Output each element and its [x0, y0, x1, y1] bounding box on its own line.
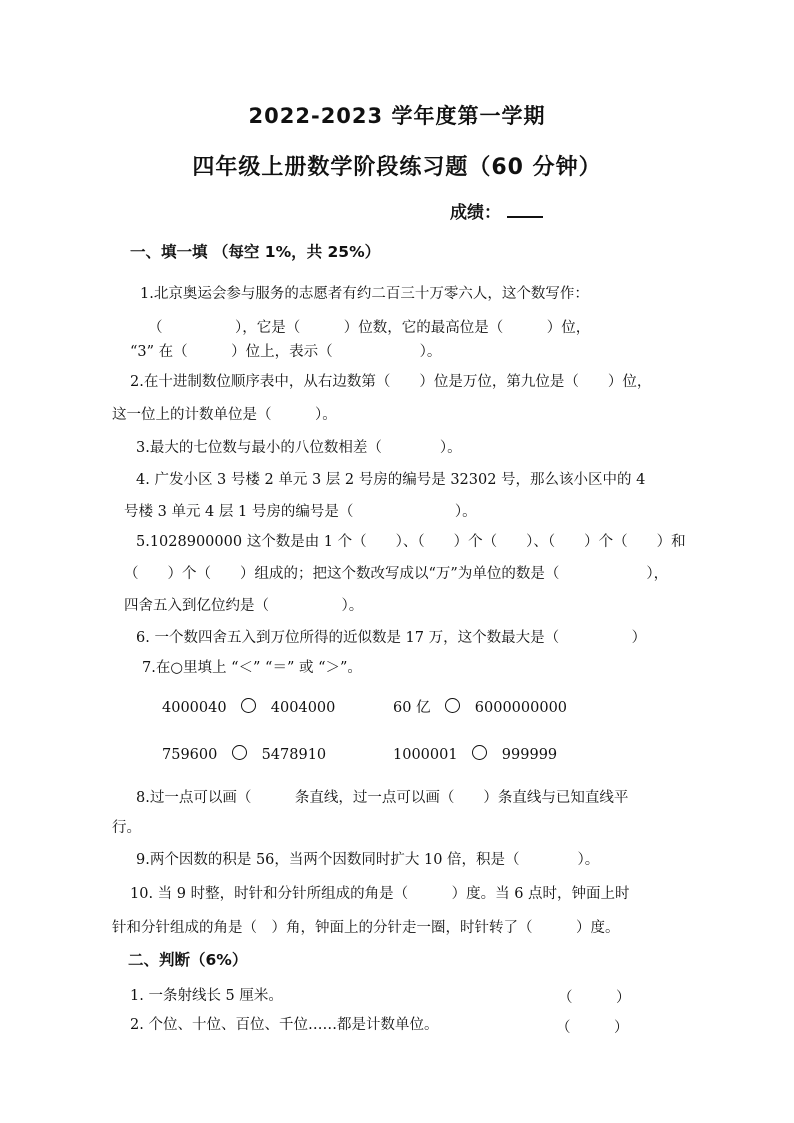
- compare-circle-icon[interactable]: [445, 698, 460, 713]
- compare-left: 60 亿: [393, 700, 431, 716]
- question-line: 这一位上的计数单位是（ ）。: [112, 407, 337, 423]
- page-title: 2022-2023 学年度第一学期: [248, 104, 546, 128]
- question-line: 3.最大的七位数与最小的八位数相差（ ）。: [136, 440, 462, 456]
- compare-item: [162, 745, 326, 765]
- judge-answer-paren[interactable]: （ ）: [558, 990, 631, 1006]
- compare-item: [162, 698, 335, 718]
- question-line: 7.在○里填上 “＜” “＝” 或 “＞”。: [142, 660, 362, 676]
- question-line: 1.北京奥运会参与服务的志愿者有约二百三十万零六人，这个数写作：: [140, 286, 589, 302]
- compare-left: 1000001: [393, 747, 458, 763]
- question-line: 9.两个因数的积是 56，当两个因数同时扩大 10 倍，积是（ ）。: [136, 852, 600, 868]
- question-line: 针和分针组成的角是（ ）角，钟面上的分针走一圈，时针转了（ ）度。: [112, 920, 620, 936]
- section-2-heading: 二、判断（6%）: [128, 951, 248, 969]
- question-line: 8.过一点可以画（ 条直线，过一点可以画（ ）条直线与已知直线平: [136, 790, 629, 806]
- compare-circle-icon[interactable]: [472, 745, 487, 760]
- section-1-heading: 一、填一填 （每空 1%，共 25%）: [130, 243, 381, 261]
- compare-item: [393, 745, 557, 765]
- page-subtitle: 四年级上册数学阶段练习题（60 分钟）: [192, 155, 602, 180]
- question-line: 2.在十进制数位顺序表中，从右边数第（ ）位是万位，第九位是（ ）位，: [130, 374, 652, 390]
- compare-circle-icon[interactable]: [241, 698, 256, 713]
- question-line: （ ），它是（ ）位数，它的最高位是（ ）位，: [148, 320, 591, 336]
- compare-item: [393, 698, 567, 718]
- score-blank[interactable]: [507, 202, 543, 218]
- score-label: 成绩：: [450, 203, 501, 223]
- compare-right: 5478910: [261, 747, 327, 763]
- judge-item: 1. 一条射线长 5 厘米。: [130, 988, 283, 1004]
- question-line: “3” 在（ ）位上，表示（ ）。: [130, 344, 442, 360]
- compare-right: 4004000: [270, 700, 336, 716]
- judge-answer-paren[interactable]: （ ）: [556, 1020, 629, 1036]
- question-line: 4. 广发小区 3 号楼 2 单元 3 层 2 号房的编号是 32302 号，那么该小区中的 4: [136, 472, 646, 488]
- question-line: 10. 当 9 时整，时针和分针所组成的角是（ ）度。当 6 点时，钟面上时: [130, 886, 630, 902]
- question-line: 行。: [112, 820, 141, 836]
- question-line: （ ）个（ ）组成的；把这个数改写成以“万”为单位的数是（ ），: [124, 566, 669, 582]
- question-line: 四舍五入到亿位约是（ ）。: [124, 598, 364, 614]
- compare-right: 6000000000: [474, 700, 568, 716]
- question-line: 号楼 3 单元 4 层 1 号房的编号是（ ）。: [124, 504, 477, 520]
- compare-left: 759600: [162, 747, 218, 763]
- judge-item: 2. 个位、十位、百位、千位……都是计数单位。: [130, 1017, 439, 1033]
- question-line: 6. 一个数四舍五入到万位所得的近似数是 17 万，这个数最大是（ ）: [136, 630, 647, 646]
- compare-left: 4000040: [162, 700, 227, 716]
- question-line: 5.1028900000 这个数是由 1 个（ ）、（ ）个（ ）、（ ）个（ ）和: [136, 534, 686, 550]
- score-field: [450, 198, 543, 223]
- compare-circle-icon[interactable]: [232, 745, 247, 760]
- compare-right: 999999: [501, 747, 558, 763]
